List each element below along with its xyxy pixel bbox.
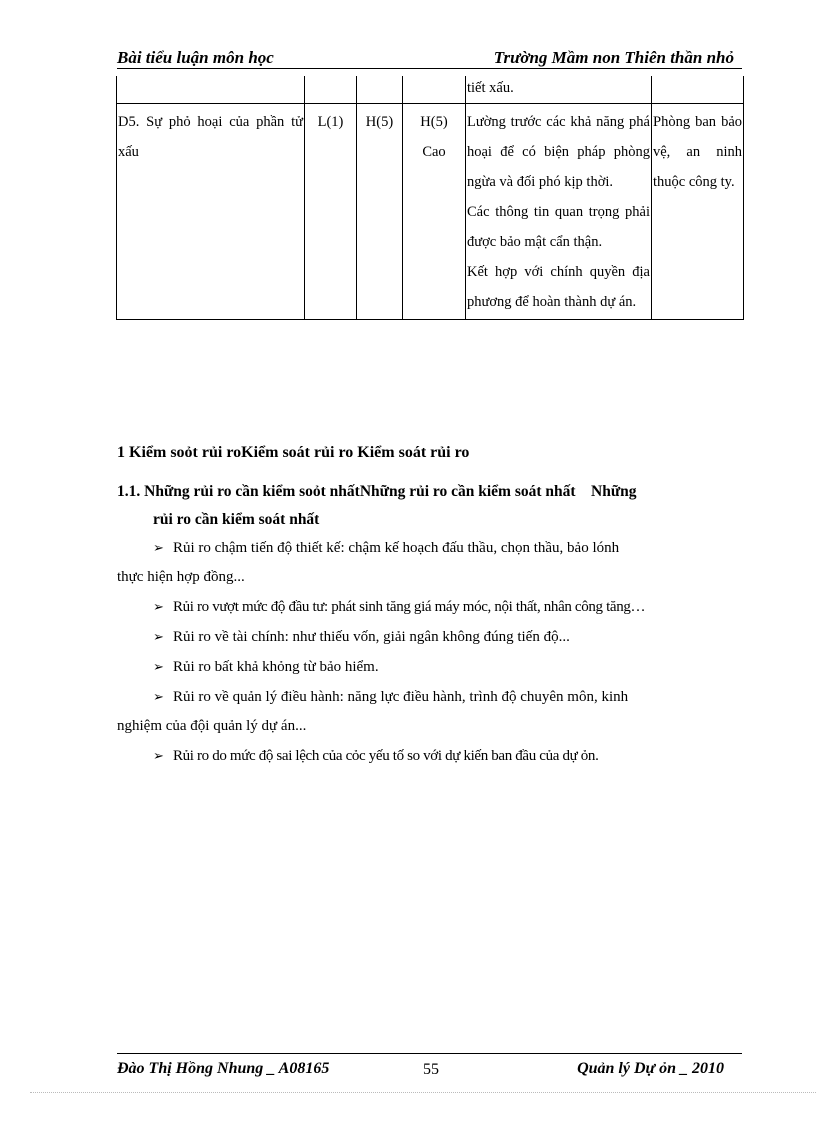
- rating-cell: [403, 104, 466, 320]
- table-continued-row: [117, 76, 744, 104]
- bullet-text: Rủi ro vượt mức độ đầu tư: phát sinh tăng giá máy móc, nội thất, nhân công tăng…: [173, 599, 646, 615]
- measures-cell: [466, 104, 652, 320]
- list-item-continuation: thực hiện hợp đồng...: [117, 569, 245, 585]
- impact-cell: H(5): [357, 104, 403, 320]
- footer-subject: Quản lý Dự ỏn _ 2010: [577, 1060, 724, 1077]
- rating-level: Cao: [422, 144, 446, 160]
- list-item-continuation: nghiệm của đội quản lý dự án...: [117, 718, 307, 734]
- measure-item: Lường trước các khả năng phá hoại để có biện pháp phòng ngừa và đối phó kịp thời.: [467, 114, 650, 190]
- risk-table: [116, 76, 744, 320]
- measure-item: Kết hợp với chính quyền địa phương để hoàn thành dự án.: [467, 264, 650, 310]
- list-item: [117, 592, 722, 622]
- bullet-text: Rủi ro về quản lý điều hành: năng lực điều hành, trình độ chuyên môn, kinh: [173, 689, 629, 705]
- footer-author: Đào Thị Hồng Nhung _ A08165: [117, 1060, 330, 1077]
- responsible-cell: Phòng ban bảo vệ, an ninh thuộc công ty.: [652, 104, 744, 320]
- likelihood-cell: L(1): [305, 104, 357, 320]
- page-header: [117, 44, 742, 69]
- arrow-bullet-icon: ➢: [153, 689, 164, 704]
- header-course-title: Bài tiểu luận môn học: [117, 48, 274, 67]
- section-heading: 1 Kiểm soỏt rủi roKiểm soát rủi ro Kiểm soát rủi ro: [117, 444, 470, 461]
- subsection-heading-line1: 1.1. Những rủi ro cần kiểm soỏt nhấtNhững rủi ro cần kiểm soát nhất Những: [117, 483, 637, 500]
- bullet-text: Rủi ro do mức độ sai lệch của cỏc yếu tố so với dự kiến ban đầu của dự ỏn.: [173, 748, 599, 764]
- header-school-name: Trường Mầm non Thiên thần nhỏ: [493, 48, 734, 67]
- bullet-text: Rủi ro bất khả khỏng từ bảo hiểm.: [173, 659, 379, 675]
- bullet-text: Rủi ro chậm tiến độ thiết kế: chậm kế hoạch đấu thầu, chọn thầu, bảo lónh: [173, 540, 620, 556]
- arrow-bullet-icon: ➢: [153, 599, 164, 614]
- risk-bullet-list: [117, 533, 722, 771]
- list-item: [117, 741, 722, 771]
- list-item: [117, 652, 722, 682]
- bullet-text: Rủi ro về tài chính: như thiếu vốn, giải ngân không đúng tiến độ...: [173, 629, 570, 645]
- arrow-bullet-icon: ➢: [153, 629, 164, 644]
- list-item: [117, 682, 722, 712]
- table-continued-cell: tiết xấu.: [466, 76, 652, 104]
- subsection-heading-line2: rủi ro cần kiểm soát nhất: [153, 511, 320, 528]
- risk-name-cell: D5. Sự phỏ hoại của phần tử xấu: [117, 104, 305, 320]
- list-item: [117, 533, 722, 563]
- list-item: [117, 622, 722, 652]
- page-footer: [117, 1053, 742, 1084]
- table-row: [117, 104, 744, 320]
- page-bottom-divider: [30, 1092, 816, 1093]
- measure-item: Các thông tin quan trọng phải được bảo mật cẩn thận.: [467, 204, 650, 250]
- subsection-heading: [117, 478, 717, 534]
- arrow-bullet-icon: ➢: [153, 540, 164, 555]
- rating-value: H(5): [420, 114, 448, 130]
- page-number: 55: [423, 1061, 439, 1078]
- arrow-bullet-icon: ➢: [153, 748, 164, 763]
- arrow-bullet-icon: ➢: [153, 659, 164, 674]
